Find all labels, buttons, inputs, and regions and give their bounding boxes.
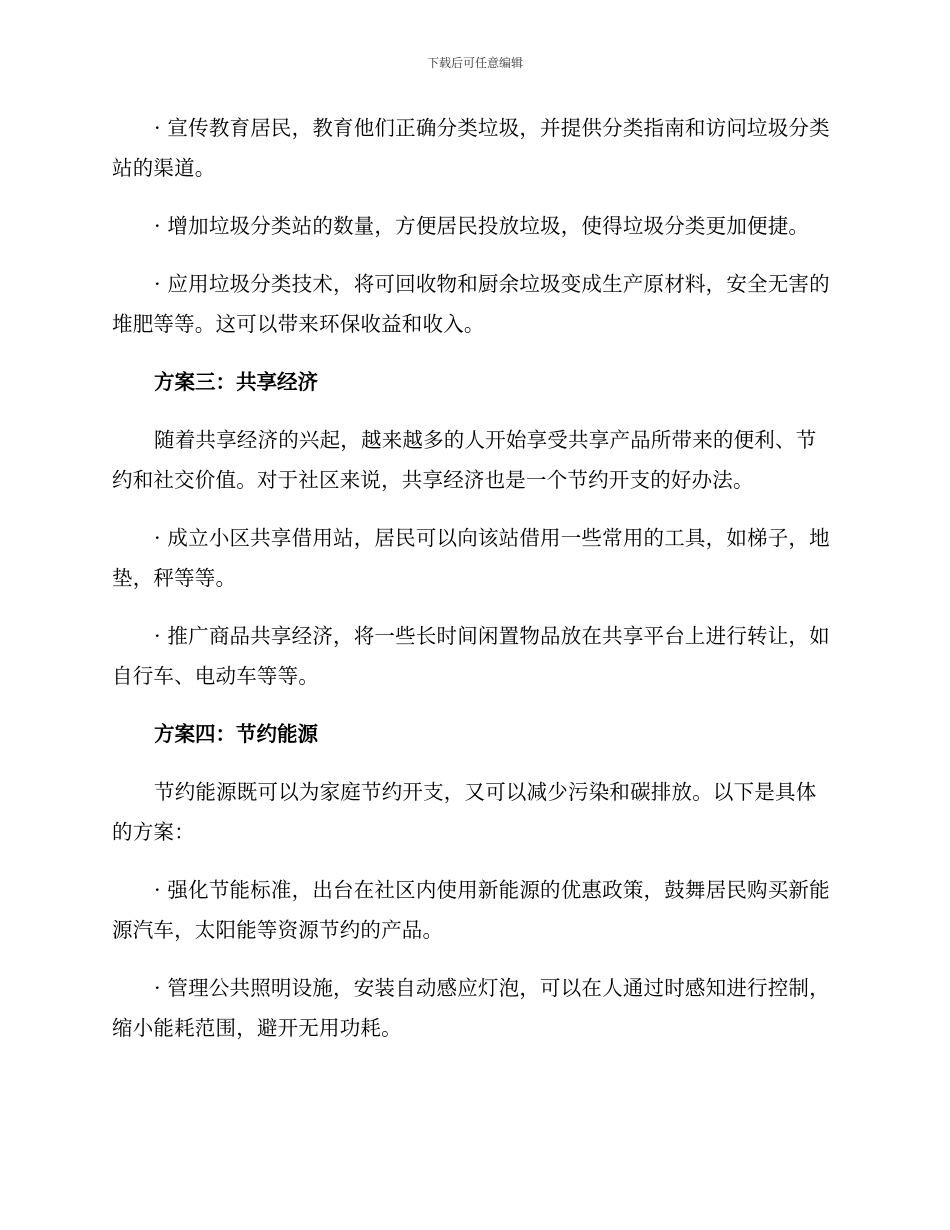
bullet-paragraph-technology: · 应用垃圾分类技术，将可回收物和厨余垃圾变成生产原材料，安全无害的堆肥等等。这可以带来环保收益和收入。 <box>112 272 830 336</box>
bullet-paragraph-stations: · 增加垃圾分类站的数量，方便居民投放垃圾，使得垃圾分类更加便捷。 <box>154 214 810 238</box>
bullet-paragraph-energy-standards: · 强化节能标准，出台在社区内使用新能源的优惠政策，鼓舞居民购买新能源汽车，太阳能等资源节约的产品。 <box>112 878 830 942</box>
document-body <box>112 108 832 1066</box>
intro-paragraph-sharing-economy: 随着共享经济的兴起，越来越多的人开始享受共享产品所带来的便利、节约和社交价值。对于社区来说，共享经济也是一个节约开支的好办法。 <box>112 428 817 492</box>
section-heading-sharing-economy: 方案三：共享经济 <box>154 370 318 394</box>
bullet-paragraph-goods-sharing: · 推广商品共享经济，将一些长时间闲置物品放在共享平台上进行转让，如自行车、电动车等等。 <box>112 624 830 688</box>
header-note: 下载后可任意编辑 <box>426 56 523 70</box>
intro-paragraph-energy-saving: 节约能源既可以为家庭节约开支，又可以减少污染和碳排放。以下是具体的方案： <box>112 780 817 844</box>
section-heading-energy-saving: 方案四：节约能源 <box>154 722 318 746</box>
bullet-paragraph-borrowing-station: · 成立小区共享借用站，居民可以向该站借用一些常用的工具，如梯子，地垫，秤等等。 <box>112 526 830 590</box>
bullet-paragraph-education: · 宣传教育居民，教育他们正确分类垃圾，并提供分类指南和访问垃圾分类站的渠道。 <box>112 116 830 180</box>
bullet-paragraph-public-lighting: · 管理公共照明设施，安装自动感应灯泡，可以在人通过时感知进行控制，缩小能耗范围，避开无用功耗。 <box>112 976 830 1040</box>
